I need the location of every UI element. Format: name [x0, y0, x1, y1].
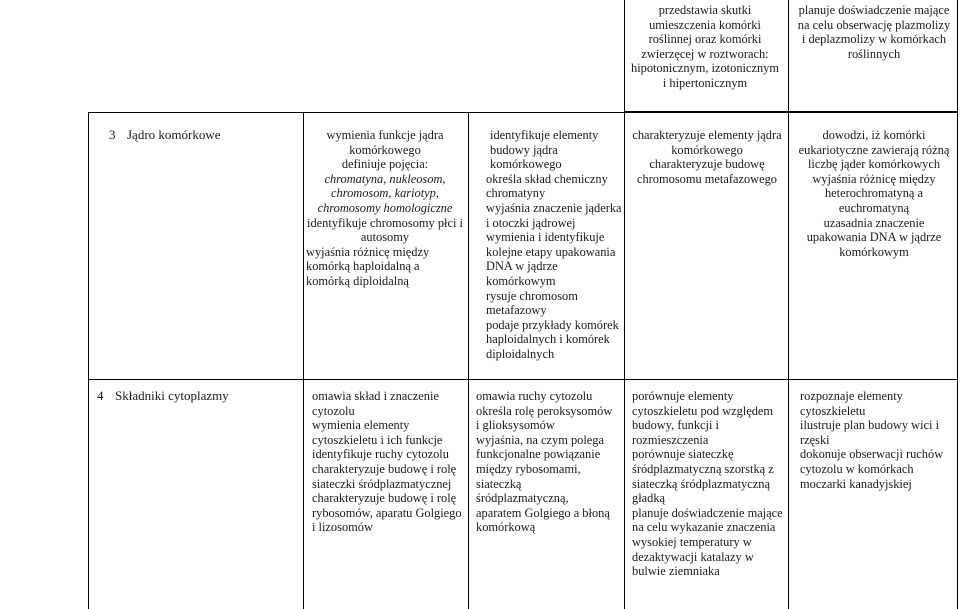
col-divider-1 [303, 112, 304, 609]
requirement-item: omawia ruchy cytozolu [476, 389, 593, 403]
requirement-item: omawia skład i znaczenie cytozolu [312, 389, 439, 418]
requirement-item: wyjaśnia różnicę między heterochromatyną a euchromatyną [812, 171, 936, 215]
requirement-item: wyjaśnia znaczenie jąderka i otoczki jądrowej [486, 200, 622, 230]
requirement-item: identyfikuje ruchy cytozolu [312, 447, 449, 462]
requirement-item: dowodzi, iż komórki eukariotyczne zawierają różną liczbę jąder komórkowych [798, 128, 950, 172]
requirement-item: określa skład chemiczny chromatyny [486, 171, 608, 201]
requirement-item: wymienia funkcje jądra komórkowego [326, 128, 444, 157]
requirement-item: porównuje siateczkę śródplazmatyczną szorstką z siateczką śródplazmatyczną gładką [632, 447, 774, 506]
requirement-item: uzasadnia znaczenie upakowania DNA w jądrze komórkowym [806, 215, 942, 259]
row3-extended-requirements [476, 128, 622, 362]
requirement-item: charakteryzuje elementy jądra komórkowego [632, 128, 782, 157]
row-topic: Składniki cytoplazmy [115, 388, 229, 403]
requirement-item: dokonuje obserwacji ruchów cytozolu w komórkach moczarki kanadyjskiej [800, 447, 944, 491]
requirement-item: podaje przykłady komórek haploidalnych i komórek diploidalnych [486, 317, 619, 361]
row3-advanced-requirements [794, 128, 954, 259]
requirement-item: definiuje pojęcia: [341, 157, 429, 172]
requirement-item: wyjaśnia, na czym polega funkcjonalne powiązanie między rybosomami, siateczką śródplazmatyczną, aparatem Golgiego a błoną komórkową [476, 432, 610, 535]
requirement-item: określa rolę peroksysomów i glioksysomów [476, 403, 613, 433]
top-cell-col5-text: przedstawia skutki umieszczenia komórki roślinnej oraz komórki zwierzęcej w roztworach: hipotonicznym, izotonicznym i hipertonicznym [631, 3, 779, 90]
row3-complementary-requirements [630, 128, 784, 186]
row4-extended-requirements [476, 389, 616, 535]
top-cell-col5 [630, 3, 780, 91]
requirement-item: charakteryzuje budowę i rolę siateczki śródplazmatycznej [312, 461, 457, 491]
requirement-item: charakteryzuje budowę i rolę rybosomów, aparatu Golgiego i lizosomów [312, 491, 462, 535]
col-divider-4 [788, 0, 789, 609]
requirement-item: identyfikuje chromosomy płci i autosomy [307, 215, 463, 245]
requirement-item: wymienia elementy cytoszkieletu i ich funkcje [312, 418, 443, 447]
requirement-item-terms: chromatyna, nukleosom, chromosom, kariotyp, chromosomy homologiczne [317, 171, 453, 215]
requirement-item: wyjaśnia różnicę między komórką haploidalną a komórką diploidalną [306, 244, 430, 288]
row-number: 3 [109, 127, 116, 142]
requirement-item: ilustruje plan budowy wici i rzęski [800, 418, 940, 447]
row4-basic-requirements [312, 389, 464, 535]
col-divider-3 [624, 0, 625, 609]
table-border-right [957, 0, 958, 609]
top-cell-col6 [795, 3, 953, 61]
row3-basic-requirements [306, 128, 464, 289]
row-number: 4 [97, 388, 104, 403]
row-divider-3-top [88, 112, 958, 113]
col-divider-2 [468, 112, 469, 609]
requirement-item: rozpoznaje elementy cytoszkieletu [800, 389, 903, 418]
top-cell-col6-text: planuje doświadczenie mające na celu obserwację plazmolizy i deplazmolizy w komórkach roślinnych [797, 3, 951, 61]
row4-complementary-requirements [632, 389, 786, 579]
row-topic: Jądro komórkowe [127, 127, 221, 142]
requirement-item: wymienia i identyfikuje kolejne etapy upakowania DNA w jądrze komórkowym [486, 230, 616, 288]
row4-advanced-requirements [800, 389, 952, 491]
row-divider-4-top [88, 379, 958, 380]
requirement-item: rysuje chromosom metafazowy [486, 288, 578, 318]
requirement-item: identyfikuje elementy budowy jądra komórkowego [490, 128, 599, 172]
requirement-item: charakteryzuje budowę chromosomu metafazowego [636, 157, 778, 186]
table-border-left [88, 112, 89, 609]
requirement-item: porównuje elementy cytoszkieletu pod względem budowy, funkcji i rozmieszczenia [632, 389, 774, 447]
requirement-item: planuje doświadczenie mające na celu wykazanie znaczenia wysokiej temperatury w dezaktywacji katalazy w bulwie ziemniaka [632, 505, 783, 579]
